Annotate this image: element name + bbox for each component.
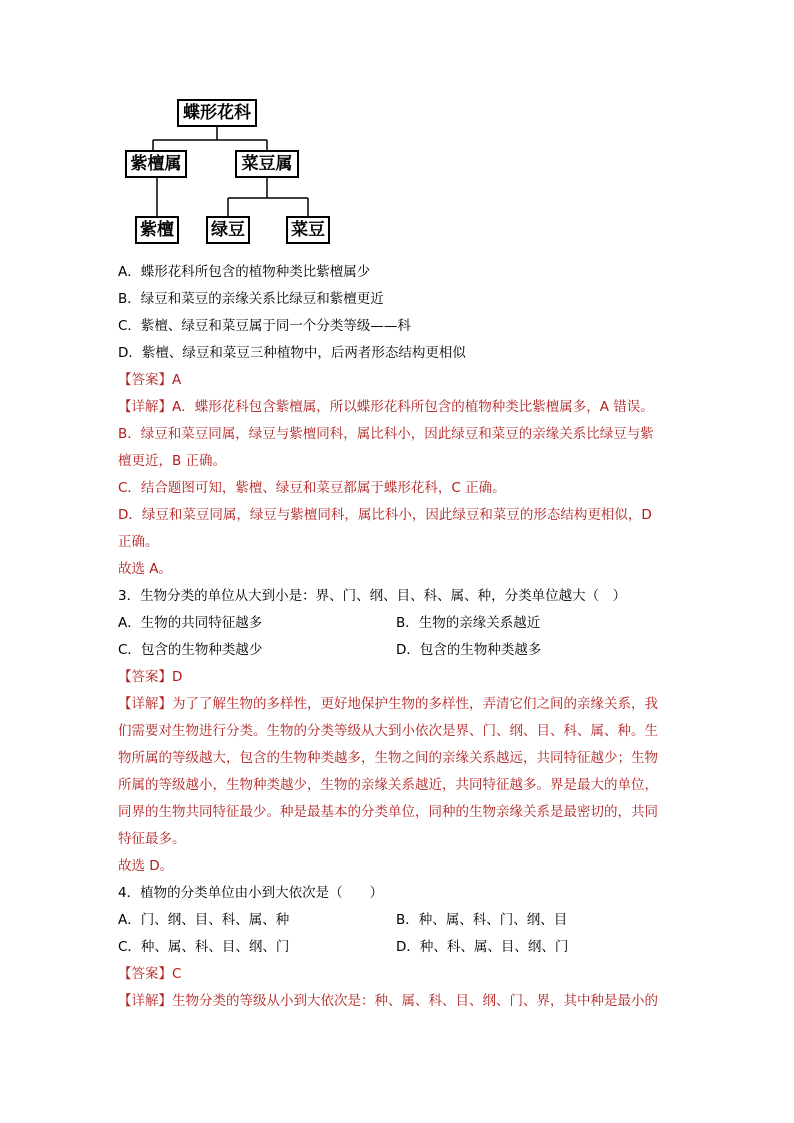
answer-value: A <box>172 372 182 388</box>
q4-option-a: A．门、纲、目、科、属、种 <box>118 912 290 928</box>
q3-stem: 3．生物分类的单位从大到小是：界、门、纲、目、科、属、种，分类单位越大（ ） <box>118 588 627 604</box>
q2-option-d: D．紫檀、绿豆和菜豆三种植物中，后两者形态结构更相似 <box>118 345 466 361</box>
q3-options-row <box>118 610 678 637</box>
q4-option-b: B．种、属、科、门、纲、目 <box>396 912 568 928</box>
q3-option-c: C．包含的生物种类越少 <box>118 642 263 658</box>
answer-tag: 【答案】 <box>118 669 172 685</box>
q3-option-b: B．生物的亲缘关系越近 <box>396 615 541 631</box>
q2-conclusion: 故选 A。 <box>118 561 173 577</box>
q3-detail-line: 们需要对生物进行分类。生物的分类等级从大到小依次是界、门、纲、目、科、属、种。生 <box>118 723 658 739</box>
q4-option-c: C．种、属、科、目、纲、门 <box>118 939 290 955</box>
q3-detail-line: 特征最多。 <box>118 831 186 847</box>
answer-tag: 【答案】 <box>118 966 172 982</box>
q3-detail-line: 同界的生物共同特征最少。种是最基本的分类单位，同种的生物亲缘关系是最密切的，共同 <box>118 804 658 820</box>
q3-option-a: A．生物的共同特征越多 <box>118 615 263 631</box>
detail-tag: 【详解】 <box>118 399 172 415</box>
classification-diagram <box>120 92 325 252</box>
node-species-2: 绿豆 <box>206 216 250 244</box>
q2-option-c: C．紫檀、绿豆和菜豆属于同一个分类等级——科 <box>118 318 411 334</box>
q3-conclusion: 故选 D。 <box>118 858 174 874</box>
q2-detail-line: D．绿豆和菜豆同属，绿豆与紫檀同科，属比科小，因此绿豆和菜豆的形态结构更相似，D <box>118 507 652 523</box>
answer-tag: 【答案】 <box>118 372 172 388</box>
node-genus-right: 菜豆属 <box>235 150 299 178</box>
q2-detail-line: C．结合题图可知，紫檀、绿豆和菜豆都属于蝶形花科，C 正确。 <box>118 480 506 496</box>
q4-option-d: D．种、科、属、目、纲、门 <box>396 939 569 955</box>
detail-text: 为了了解生物的多样性，更好地保护生物的多样性，弄清它们之间的亲缘关系，我 <box>172 696 658 712</box>
document-content <box>118 259 678 1015</box>
node-family: 蝶形花科 <box>177 99 257 127</box>
q2-answer <box>118 367 678 394</box>
q2-option-a: A．蝶形花科所包含的植物种类比紫檀属少 <box>118 264 371 280</box>
q3-answer <box>118 664 678 691</box>
q3-option-d: D．包含的生物种类越多 <box>396 642 542 658</box>
q2-detail-line <box>118 394 678 421</box>
node-species-3: 菜豆 <box>286 216 330 244</box>
detail-tag: 【详解】 <box>118 993 172 1009</box>
detail-tag: 【详解】 <box>118 696 172 712</box>
q4-detail-line <box>118 988 678 1015</box>
q3-options-row <box>118 637 678 664</box>
answer-value: C <box>172 966 182 982</box>
q2-detail-line: B．绿豆和菜豆同属，绿豆与紫檀同科，属比科小，因此绿豆和菜豆的亲缘关系比绿豆与紫 <box>118 426 654 442</box>
detail-text: 生物分类的等级从小到大依次是：种、属、科、目、纲、门、界，其中种是最小的 <box>172 993 658 1009</box>
q4-answer <box>118 961 678 988</box>
q3-detail-line <box>118 691 678 718</box>
q2-detail-line: 檀更近，B 正确。 <box>118 453 227 469</box>
node-species-1: 紫檀 <box>135 216 179 244</box>
q4-options-row <box>118 907 678 934</box>
answer-value: D <box>172 669 183 685</box>
q3-detail-line: 物所属的等级越大，包含的生物种类越多，生物之间的亲缘关系越远，共同特征越少；生物 <box>118 750 658 766</box>
q3-detail-line: 所属的等级越小，生物种类越少，生物的亲缘关系越近，共同特征越多。界是最大的单位， <box>118 777 658 793</box>
q4-options-row <box>118 934 678 961</box>
detail-text: A．蝶形花科包含紫檀属，所以蝶形花科所包含的植物种类比紫檀属多，A 错误。 <box>172 399 654 415</box>
q2-option-b: B．绿豆和菜豆的亲缘关系比绿豆和紫檀更近 <box>118 291 384 307</box>
node-genus-left: 紫檀属 <box>125 150 187 178</box>
q4-stem: 4．植物的分类单位由小到大依次是（ ） <box>118 885 384 901</box>
q2-detail-line: 正确。 <box>118 534 159 550</box>
